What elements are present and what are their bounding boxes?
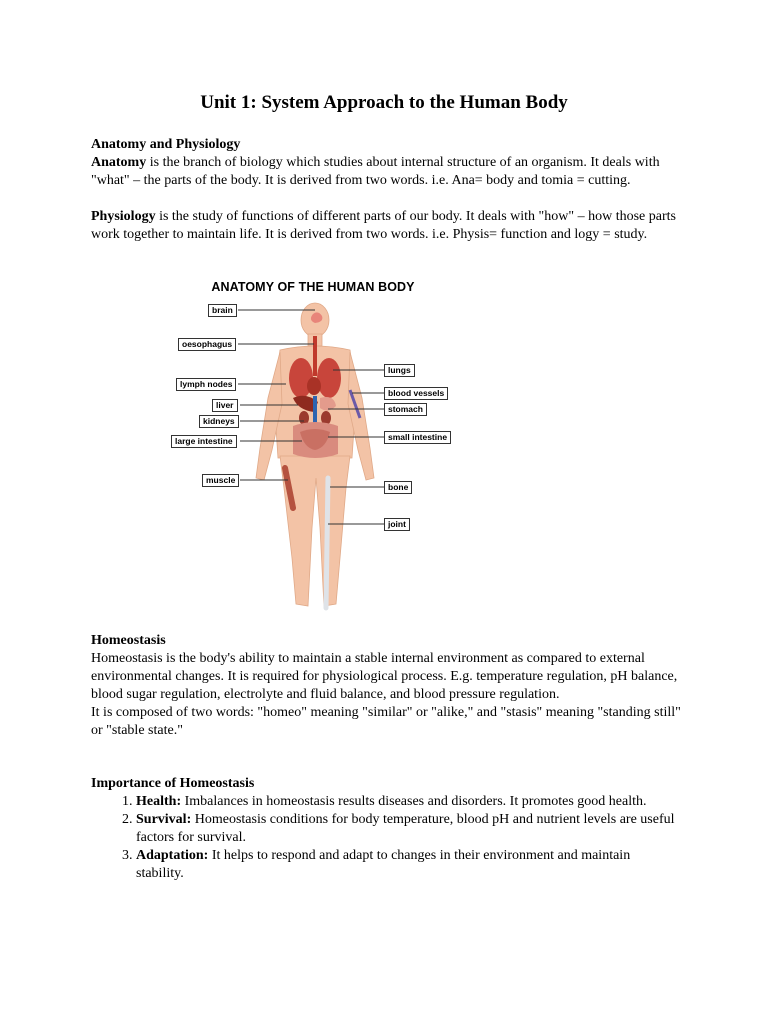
homeostasis-paragraph: Homeostasis is the body's ability to maintain a stable internal environment as compared to external environmental changes. It is required for physiological process. E.g. temperature regulation, pH balance, blood sugar regulation, electrolyte and fluid balance, and blood pressure regulation. <box>91 651 678 702</box>
list-item <box>136 793 681 811</box>
list-item-term: Survival: <box>136 812 192 827</box>
list-item-text: Imbalances in homeostasis results diseases and disorders. It promotes good health. <box>181 794 647 809</box>
label-large-intestine: large intestine <box>171 435 237 448</box>
homeostasis-section <box>91 632 681 740</box>
label-small-intestine: small intestine <box>384 431 451 444</box>
label-oesophagus: oesophagus <box>178 338 236 351</box>
list-item-term: Adaptation: <box>136 848 209 863</box>
section-heading-anatomy-physiology: Anatomy and Physiology <box>91 137 241 152</box>
physiology-term: Physiology <box>91 209 156 224</box>
physiology-definition: is the study of functions of different parts of our body. It deals with "how" – how those parts work together to maintain life. It is derived from two words. i.e. Physis= function and logy = study. <box>91 209 676 242</box>
section-heading-importance: Importance of Homeostasis <box>91 776 255 791</box>
list-item-text: Homeostasis conditions for body temperature, blood pH and nutrient levels are useful factors for survival. <box>136 812 675 845</box>
list-item-term: Health: <box>136 794 182 809</box>
label-liver: liver <box>212 399 238 412</box>
anatomy-physiology-section <box>91 136 681 244</box>
list-item <box>136 811 681 847</box>
homeostasis-etymology: It is composed of two words: "homeo" meaning "similar" or "alike," and "stasis" meaning "standing still" or "stable state." <box>91 705 681 738</box>
label-stomach: stomach <box>384 403 427 416</box>
label-lungs: lungs <box>384 364 415 377</box>
importance-list <box>91 793 681 883</box>
label-brain: brain <box>208 304 237 317</box>
anatomy-term: Anatomy <box>91 155 147 170</box>
physiology-paragraph <box>91 208 681 244</box>
label-bone: bone <box>384 481 412 494</box>
figure-title: ANATOMY OF THE HUMAN BODY <box>211 280 415 294</box>
label-joint: joint <box>384 518 410 531</box>
label-lymph-nodes: lymph nodes <box>176 378 236 391</box>
label-blood-vessels: blood vessels <box>384 387 448 400</box>
label-muscle: muscle <box>202 474 239 487</box>
label-kidneys: kidneys <box>199 415 239 428</box>
anatomy-paragraph <box>91 154 681 190</box>
anatomy-definition: is the branch of biology which studies about internal structure of an organism. It deals with "what" – the parts of the body. It is derived from two words. i.e. Ana= body and tomia = cutting. <box>91 155 660 188</box>
anatomy-figure <box>168 278 458 618</box>
list-item <box>136 847 681 883</box>
human-body-illustration <box>168 278 458 618</box>
section-heading-homeostasis: Homeostasis <box>91 633 166 648</box>
list-item-text: It helps to respond and adapt to changes in their environment and maintain stability. <box>136 848 631 881</box>
page-title: Unit 1: System Approach to the Human Body <box>200 92 568 113</box>
importance-section <box>91 775 681 883</box>
